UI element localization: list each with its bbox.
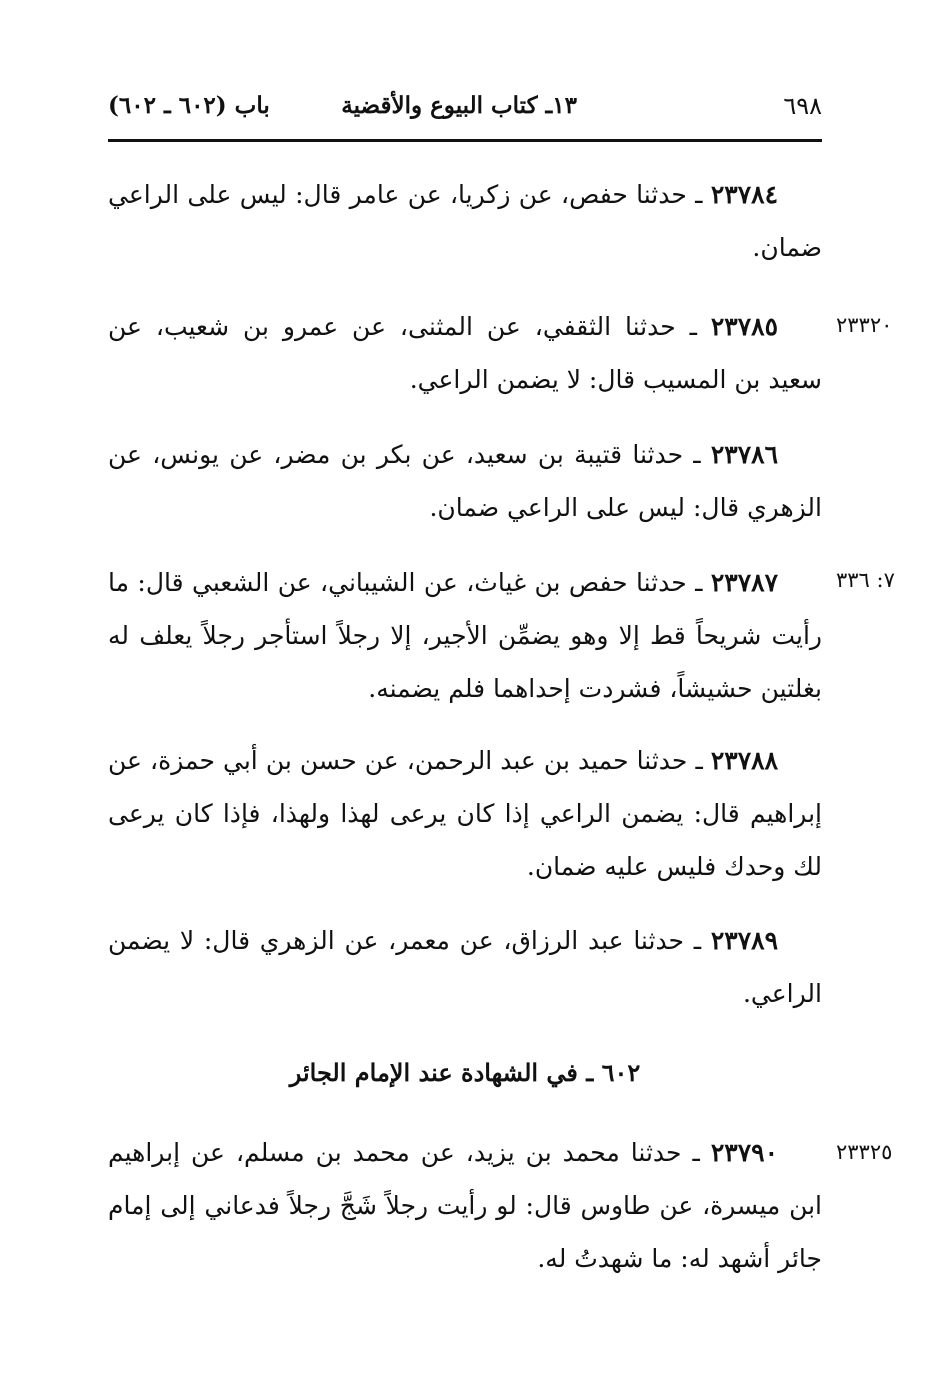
hadith-number: ٢٣٧٨٦ [710, 440, 778, 469]
hadith-text: ـ حدثنا قتيبة بن سعيد، عن بكر بن مضر، عن يونس، عن الزهري قال: ليس على الراعي ضمان. [108, 440, 822, 522]
hadith-number: ٢٣٧٨٤ [710, 180, 778, 209]
margin-reference: ٢٣٣٢٠ [836, 313, 893, 337]
header-rule [108, 139, 822, 142]
running-header [108, 88, 822, 128]
page-number: ٦٩٨ [783, 92, 822, 120]
hadith-text: ـ حدثنا حميد بن عبد الرحمن، عن حسن بن أبي حمزة، عن إبراهيم قال: يضمن الراعي إذا كان يرعى لهذا ولهذا، فإذا كان يرعى لك وحدك فليس عليه ضمان. [108, 746, 822, 881]
hadith-text: ـ حدثنا الثقفي، عن المثنى، عن عمرو بن شعيب، عن سعيد بن المسيب قال: لا يضمن الراعي. [108, 312, 822, 394]
hadith-23790 [108, 1126, 822, 1285]
hadith-number: ٢٣٧٨٨ [710, 746, 778, 775]
hadith-23788 [108, 734, 822, 893]
hadith-number: ٢٣٧٩٠ [710, 1138, 778, 1167]
margin-reference: ٧: ٣٣٦ [836, 568, 895, 592]
margin-reference: ٢٣٣٢٥ [836, 1140, 893, 1164]
hadith-number: ٢٣٧٨٩ [710, 926, 778, 955]
hadith-23784 [108, 168, 822, 274]
hadith-23787 [108, 556, 822, 715]
hadith-23785 [108, 300, 822, 406]
hadith-text: ـ حدثنا محمد بن يزيد، عن محمد بن مسلم، عن إبراهيم ابن ميسرة، عن طاوس قال: لو رأيت رجلاً شَجَّ رجلاً فدعاني إلى إمام جائر أشهد له: ما شهدتُ له. [108, 1138, 822, 1273]
book-title: ١٣ـ كتاب البيوع والأقضية [341, 92, 577, 119]
hadith-23789 [108, 914, 822, 1020]
hadith-23786 [108, 428, 822, 534]
hadith-text: ـ حدثنا حفص بن غياث، عن الشيباني، عن الشعبي قال: ما رأيت شريحاً قط إلا وهو يضمِّن الأجير، إلا رجلاً استأجر رجلاً يعلف له بغلتين حشيشاً، فشردت إحداهما فلم يضمنه. [108, 568, 822, 703]
hadith-text: ـ حدثنا عبد الرزاق، عن معمر، عن الزهري قال: لا يضمن الراعي. [108, 926, 822, 1008]
hadith-text: ـ حدثنا حفص، عن زكريا، عن عامر قال: ليس على الراعي ضمان. [108, 180, 822, 262]
hadith-number: ٢٣٧٨٥ [710, 312, 778, 341]
chapter-range: باب (٦٠٢ ـ ٦٠٢) [108, 92, 270, 119]
section-title: ٦٠٢ ـ في الشهادة عند الإمام الجائر [289, 1058, 641, 1087]
hadith-number: ٢٣٧٨٧ [710, 568, 778, 597]
